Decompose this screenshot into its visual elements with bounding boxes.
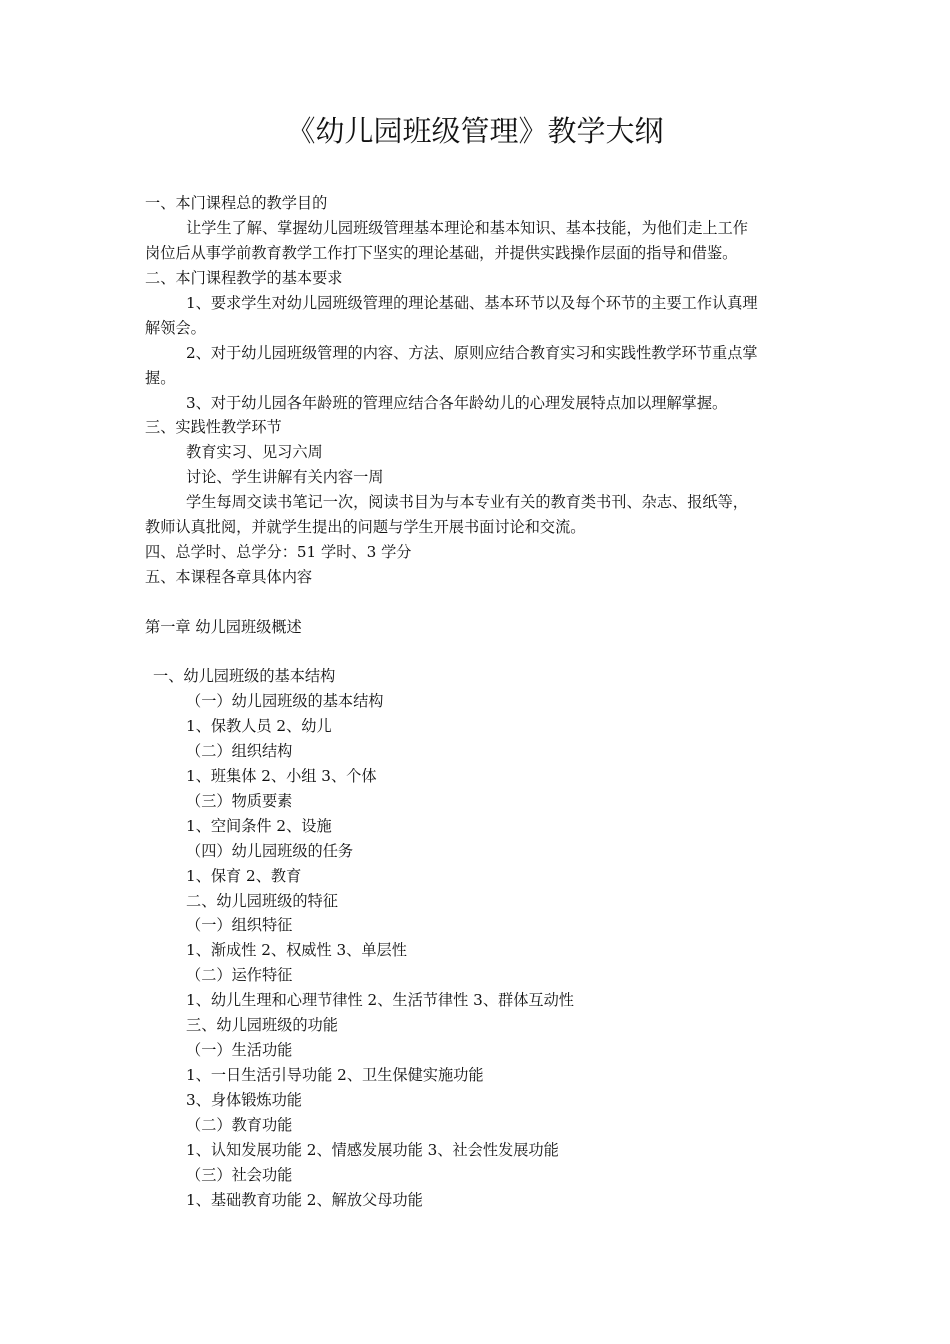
paragraph-line: 2、对于幼儿园班级管理的内容、方法、原则应结合教育实习和实践性教学环节重点掌 — [186, 344, 758, 362]
section-heading-3: 三、实践性教学环节 — [145, 418, 282, 436]
outline-subheading: （二）运作特征 — [186, 966, 293, 984]
section-heading-4: 四、总学时、总学分：51 学时、3 学分 — [145, 543, 412, 561]
outline-subheading: （三）物质要素 — [186, 792, 293, 810]
outline-item: 1、空间条件 2、设施 — [186, 817, 332, 835]
paragraph-line: 岗位后从事学前教育教学工作打下坚实的理论基础，并提供实践操作层面的指导和借鉴。 — [145, 244, 738, 262]
outline-item: 1、认知发展功能 2、情感发展功能 3、社会性发展功能 — [186, 1141, 559, 1159]
outline-item: 1、渐成性 2、权威性 3、单层性 — [186, 941, 407, 959]
chapter-heading: 第一章 幼儿园班级概述 — [145, 618, 302, 636]
section-heading-1: 一、本门课程总的教学目的 — [145, 194, 328, 212]
paragraph-line: 1、要求学生对幼儿园班级管理的理论基础、基本环节以及每个环节的主要工作认真理 — [186, 294, 758, 312]
paragraph-line: 讨论、学生讲解有关内容一周 — [186, 468, 384, 486]
outline-subheading: （二）教育功能 — [186, 1116, 293, 1134]
outline-item: 1、基础教育功能 2、解放父母功能 — [186, 1191, 423, 1209]
paragraph-line: 3、对于幼儿园各年龄班的管理应结合各年龄幼儿的心理发展特点加以理解掌握。 — [186, 394, 728, 412]
outline-subheading: （三）社会功能 — [186, 1166, 293, 1184]
paragraph-line: 教师认真批阅，并就学生提出的问题与学生开展书面讨论和交流。 — [145, 518, 586, 536]
paragraph-line: 握。 — [145, 369, 176, 387]
outline-item: 1、保教人员 2、幼儿 — [186, 717, 332, 735]
paragraph-line: 解领会。 — [145, 319, 206, 337]
paragraph-line: 教育实习、见习六周 — [186, 443, 323, 461]
outline-subheading: （二）组织结构 — [186, 742, 293, 760]
outline-item: 1、幼儿生理和心理节律性 2、生活节律性 3、群体互动性 — [186, 991, 574, 1009]
outline-subheading: （一）组织特征 — [186, 916, 293, 934]
section-heading-2: 二、本门课程教学的基本要求 — [145, 269, 343, 287]
outline-heading: 一、幼儿园班级的基本结构 — [153, 667, 336, 685]
paragraph-line: 学生每周交读书笔记一次，阅读书目为与本专业有关的教育类书刊、杂志、报纸等， — [186, 493, 748, 511]
outline-subheading: （一）生活功能 — [186, 1041, 293, 1059]
outline-heading: 三、幼儿园班级的功能 — [186, 1016, 338, 1034]
outline-subheading: （四）幼儿园班级的任务 — [186, 842, 354, 860]
outline-subheading: （一）幼儿园班级的基本结构 — [186, 692, 384, 710]
paragraph-line: 让学生了解、掌握幼儿园班级管理基本理论和基本知识、基本技能，为他们走上工作 — [186, 219, 748, 237]
outline-item: 3、身体锻炼功能 — [186, 1091, 302, 1109]
document-title: 《幼儿园班级管理》教学大纲 — [286, 114, 664, 148]
outline-item: 1、保育 2、教育 — [186, 867, 302, 885]
outline-item: 1、一日生活引导功能 2、卫生保健实施功能 — [186, 1066, 484, 1084]
section-heading-5: 五、本课程各章具体内容 — [145, 568, 313, 586]
outline-item: 1、班集体 2、小组 3、个体 — [186, 767, 377, 785]
outline-heading: 二、幼儿园班级的特征 — [186, 892, 338, 910]
